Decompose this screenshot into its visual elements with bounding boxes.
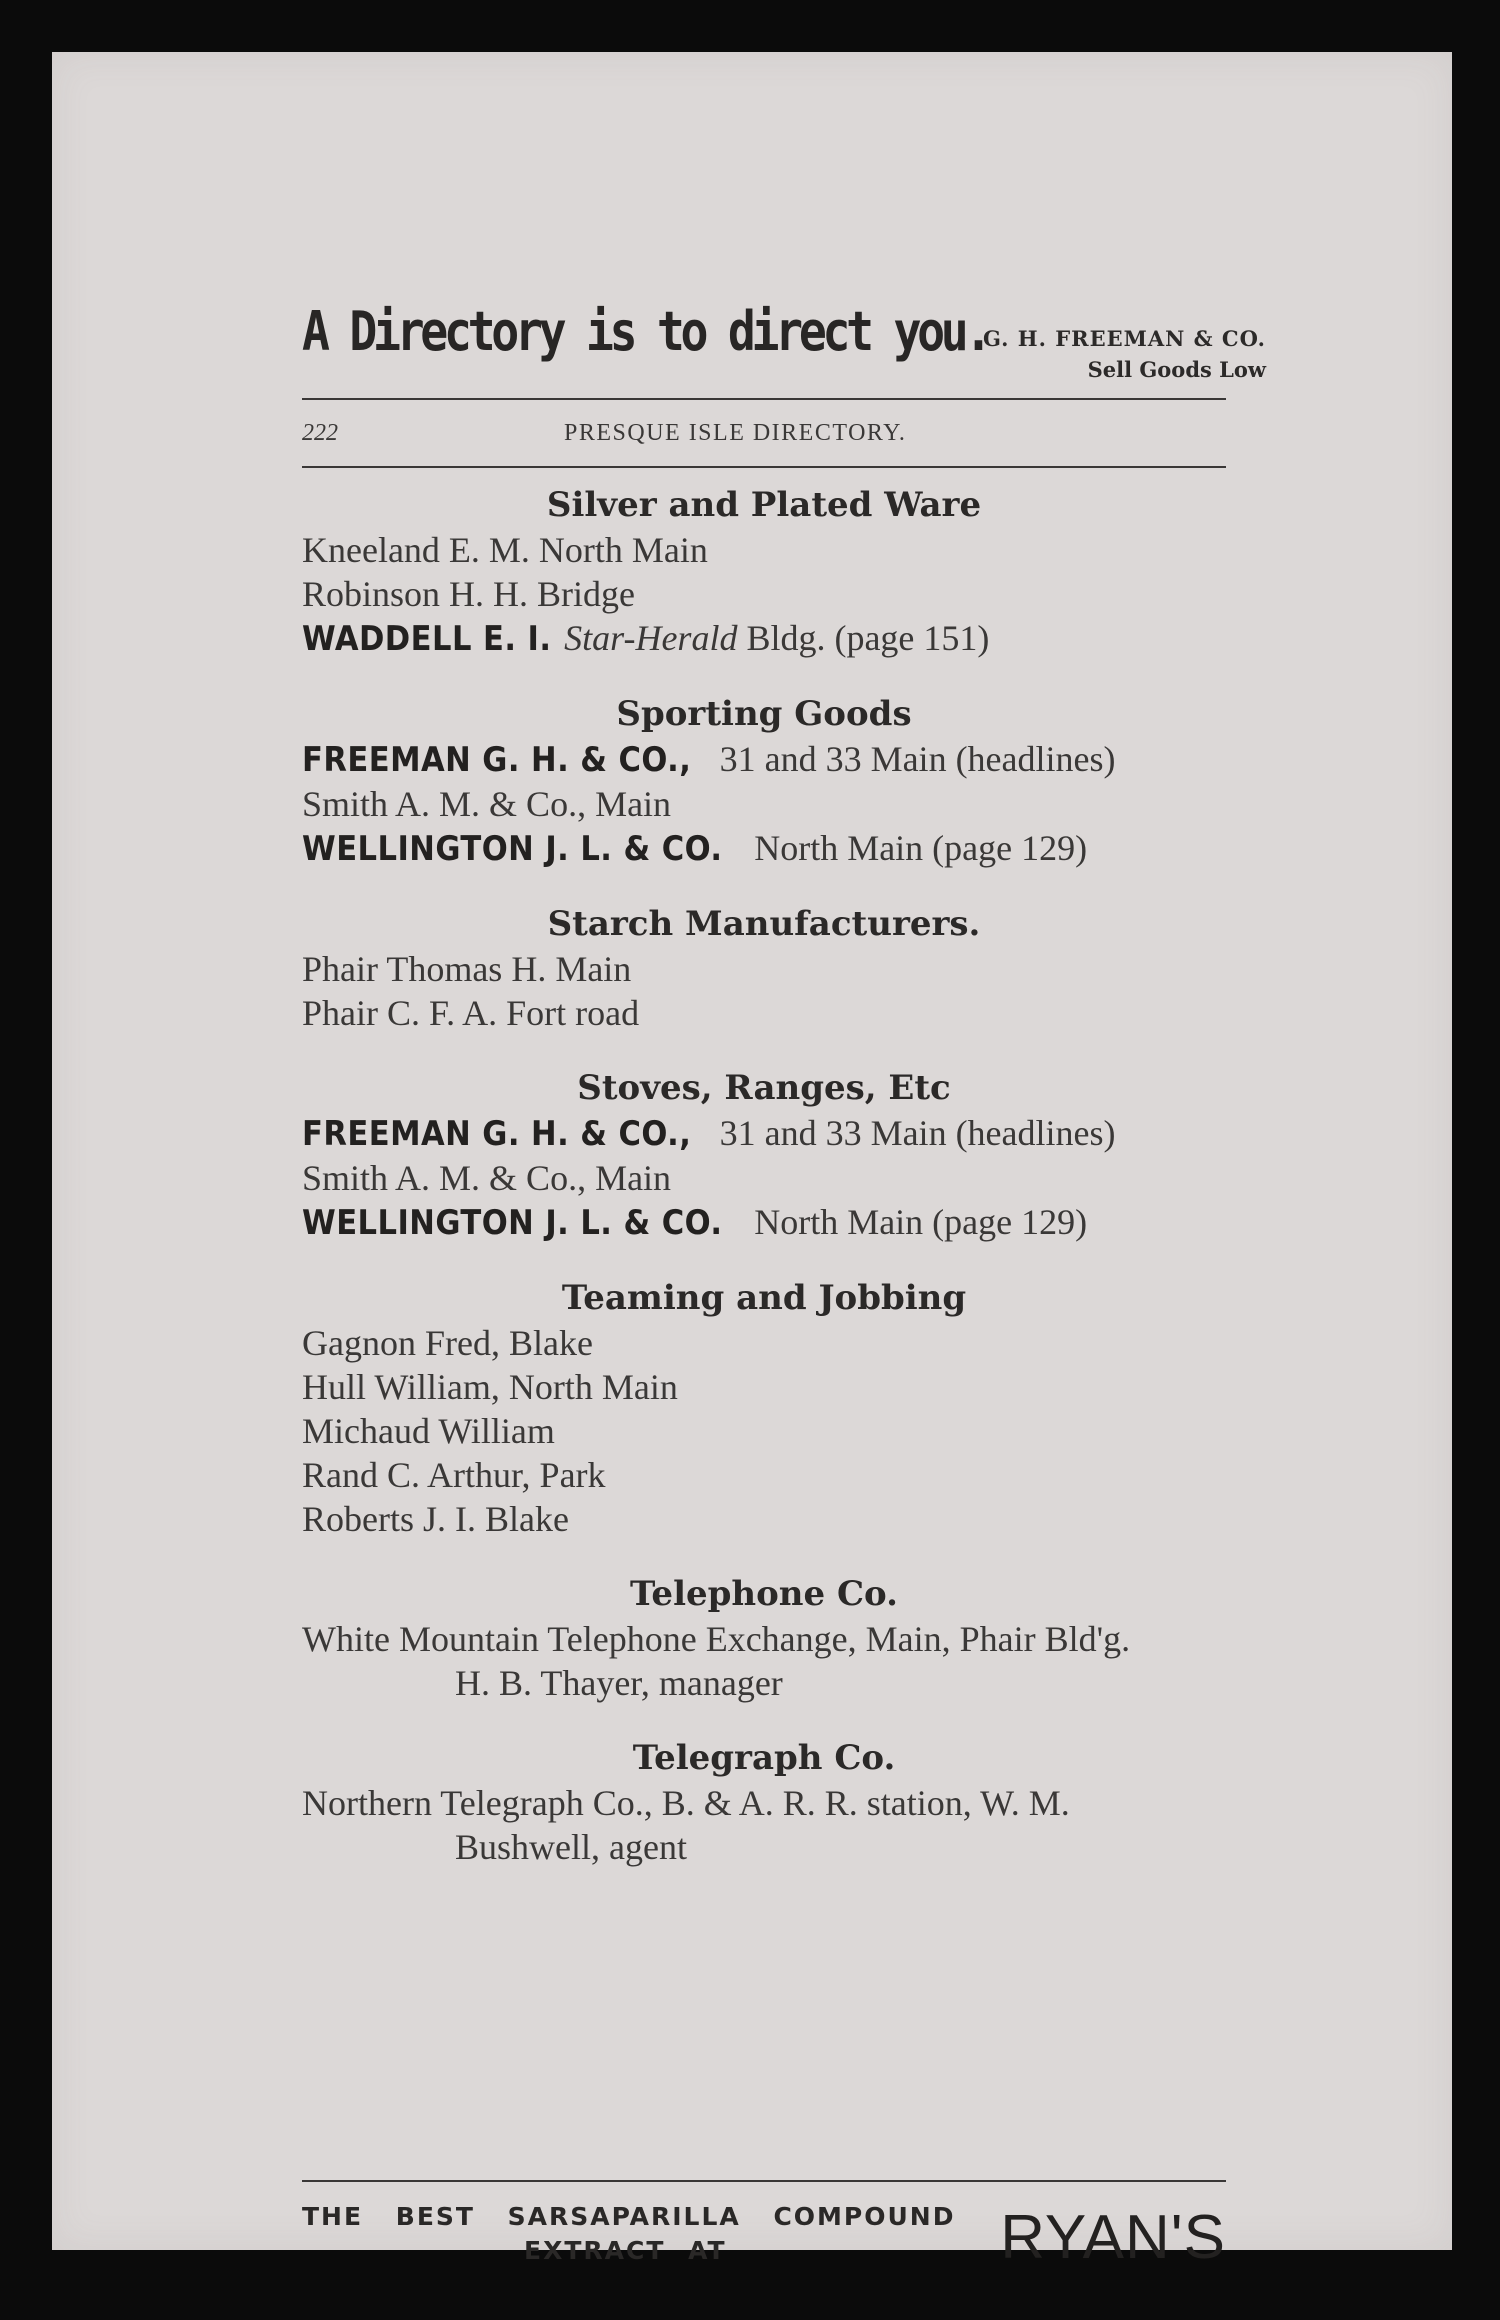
category-heading: Stoves, Ranges, Etc (577, 1068, 951, 1108)
listing-text: Bushwell, agent (455, 1827, 687, 1867)
listing-detail: 31 and 33 Main (headlines) (719, 1113, 1116, 1153)
listing-entry (302, 1453, 1226, 1497)
footer-ad-text (302, 2200, 955, 2268)
section-gap (302, 1035, 1226, 1065)
listing-entry (302, 1497, 1226, 1541)
listing-text: Gagnon Fred, Blake (302, 1323, 593, 1363)
listing-text: Michaud William (302, 1411, 555, 1451)
listing-entry (302, 1825, 1226, 1869)
listing-text: Smith A. M. & Co., Main (302, 784, 672, 824)
listing-entry (302, 826, 1226, 871)
header-rule (302, 398, 1226, 400)
directory-page (52, 52, 1452, 2272)
listing-text: Northern Telegraph Co., B. & A. R. R. station, W. M. (302, 1783, 1070, 1823)
listing-entry (302, 1409, 1226, 1453)
listing-text: White Mountain Telephone Exchange, Main, Phair Bld'g. (302, 1619, 1131, 1659)
listing-entry (302, 1200, 1226, 1245)
footer-ad-line1: THE BEST SARSAPARILLA COMPOUND (302, 2202, 956, 2231)
listing-entry (302, 1321, 1226, 1365)
listing-text: Hull William, North Main (302, 1367, 678, 1407)
listing-text: H. B. Thayer, manager (455, 1663, 783, 1703)
section-gap (302, 1541, 1226, 1571)
listing-entry (302, 528, 1226, 572)
directory-listings (302, 482, 1226, 1869)
listing-text: Kneeland E. M. North Main (302, 530, 708, 570)
running-head (302, 420, 1226, 454)
footer-ad (302, 2180, 1226, 2320)
category-heading: Teaming and Jobbing (561, 1278, 967, 1318)
footer-ad-line2: EXTRACT AT (524, 2236, 727, 2265)
listing-advertiser: FREEMAN G. H. & CO., (302, 740, 692, 780)
listing-entry (302, 1365, 1226, 1409)
listing-advertiser: WELLINGTON J. L. & CO. (302, 829, 723, 869)
running-head-rule (302, 466, 1226, 468)
category-heading: Starch Manufacturers. (547, 904, 981, 944)
page-number: 222 (302, 420, 338, 446)
listing-detail: North Main (page 129) (754, 1202, 1088, 1242)
listing-entry (302, 737, 1226, 782)
listing-text: Robinson H. H. Bridge (302, 574, 635, 614)
listing-advertiser: FREEMAN G. H. & CO., (302, 1114, 692, 1154)
page-header (302, 262, 1278, 392)
listing-entry (302, 616, 1226, 661)
section-gap (302, 1245, 1226, 1275)
section-gap (302, 661, 1226, 691)
category-heading: Telephone Co. (630, 1574, 898, 1614)
category-heading: Telegraph Co. (632, 1738, 896, 1778)
firm-name: G. H. FREEMAN & CO. (982, 326, 1266, 351)
running-title: PRESQUE ISLE DIRECTORY. (564, 420, 907, 446)
listing-entry (302, 947, 1226, 991)
slogan: A Directory is to direct you. (302, 300, 989, 363)
firm-ad (983, 326, 1266, 382)
firm-tagline: Sell Goods Low (1087, 357, 1266, 382)
listing-entry (302, 782, 1226, 826)
listing-text: Roberts J. I. Blake (302, 1499, 569, 1539)
listing-text: Rand C. Arthur, Park (302, 1455, 606, 1495)
category-heading: Silver and Plated Ware (546, 485, 982, 525)
listing-advertiser: WELLINGTON J. L. & CO. (302, 1203, 723, 1243)
listing-advertiser: WADDELL E. I. (302, 619, 552, 659)
listing-entry (302, 1111, 1226, 1156)
listing-detail: North Main (page 129) (754, 828, 1088, 868)
listing-entry (302, 572, 1226, 616)
listing-detail: 31 and 33 Main (headlines) (719, 739, 1116, 779)
section-gap (302, 1705, 1226, 1735)
section-gap (302, 871, 1226, 901)
listing-detail: Bldg. (page 151) (746, 618, 990, 658)
listing-entry (302, 991, 1226, 1035)
listing-entry (302, 1617, 1226, 1661)
listing-entry (302, 1156, 1226, 1200)
listing-italic: Star-Herald (564, 618, 738, 658)
listing-text: Phair Thomas H. Main (302, 949, 632, 989)
listing-entry (302, 1781, 1226, 1825)
listing-text: Phair C. F. A. Fort road (302, 993, 640, 1033)
listing-text: Smith A. M. & Co., Main (302, 1158, 672, 1198)
listing-entry (302, 1661, 1226, 1705)
footer-brand: RYAN'S (1000, 2203, 1226, 2272)
category-heading: Sporting Goods (616, 694, 912, 734)
footer-rule (302, 2180, 1226, 2182)
